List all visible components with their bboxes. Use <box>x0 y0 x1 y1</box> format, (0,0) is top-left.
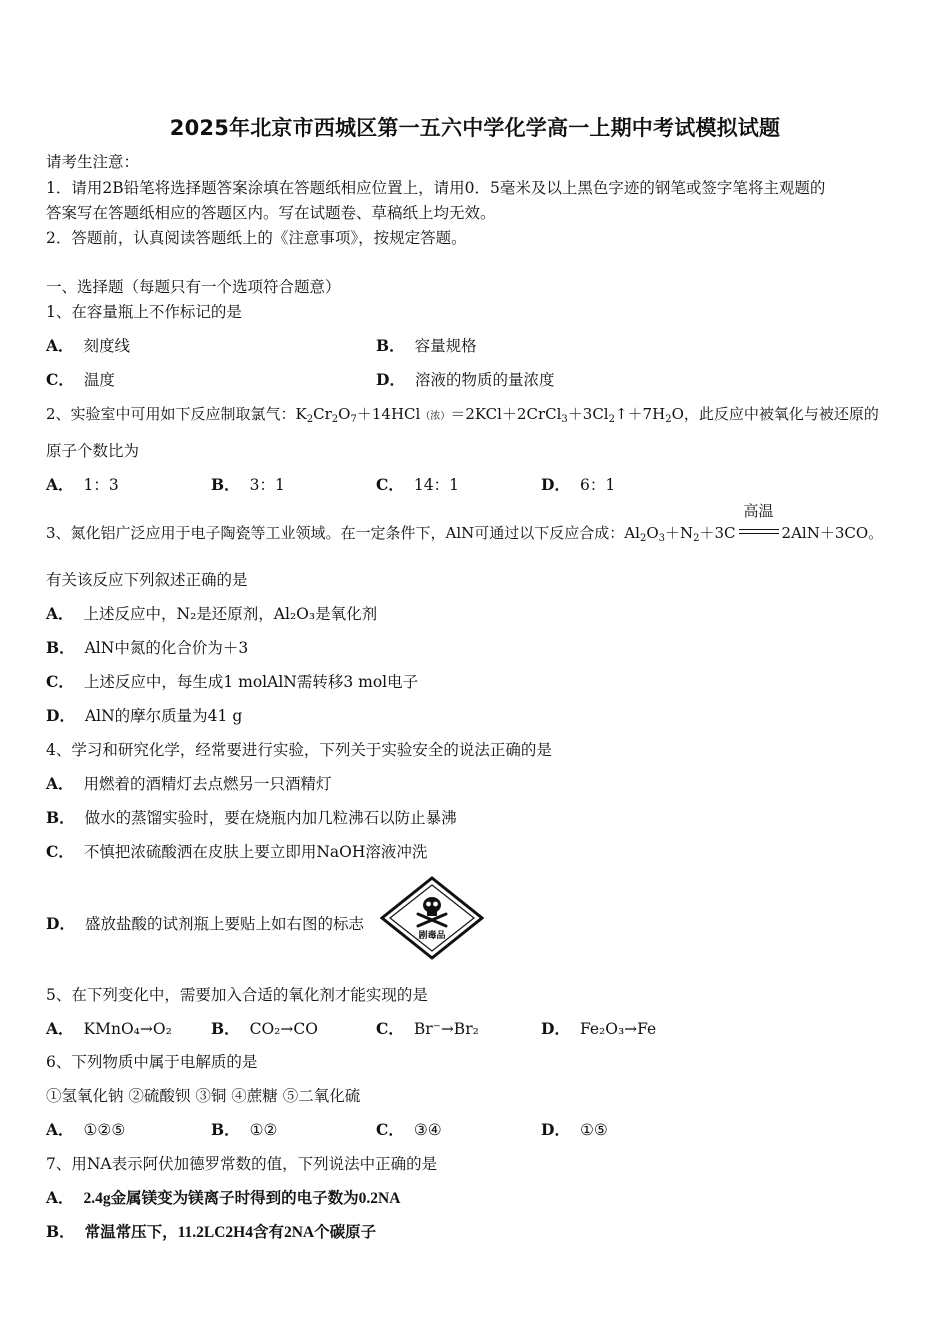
q3-option-d: D． AlN的摩尔质量为41 g <box>46 706 243 725</box>
question-3-stem: 3、氮化铝广泛应用于电子陶瓷等工业领域。在一定条件下，AlN可通过以下反应合成：$Al_2O_3+N_2+3C$ 高温 2AlN＋3CO。 <box>46 502 884 544</box>
q4-option-d: D． 盛放盐酸的试剂瓶上要贴上如右图的标志 <box>46 914 364 933</box>
notice-line-3: 2．答题前，认真阅读答题纸上的《注意事项》，按规定答题。 <box>46 229 467 247</box>
q2-option-a: A． 1：3 <box>46 475 119 494</box>
reaction-condition: 高温 <box>736 521 782 538</box>
q7-option-a: A． 2.4g金属镁变为镁离子时得到的电子数为0.2NA <box>46 1188 401 1207</box>
q2-option-b: B． 3：1 <box>211 475 285 494</box>
q4-option-b: B． 做水的蒸馏实验时，要在烧瓶内加几粒沸石以防止暴沸 <box>46 808 457 827</box>
q1-option-a: A． 刻度线 <box>46 336 131 355</box>
notice-line-2: 答案写在答题纸相应的答题区内。写在试题卷、草稿纸上均无效。 <box>46 204 496 222</box>
question-1-stem: 1、在容量瓶上不作标记的是 <box>46 303 242 321</box>
question-3-stem-line-2: 有关该反应下列叙述正确的是 <box>46 571 248 589</box>
q4-option-a: A． 用燃着的酒精灯去点燃另一只酒精灯 <box>46 774 332 793</box>
q6-option-b: B． ①② <box>211 1120 278 1139</box>
sign-label: 剧毒品 <box>418 931 446 941</box>
q2-option-c: C． 14：1 <box>376 475 459 494</box>
notice-line-1: 1．请用2B铅笔将选择题答案涂填在答题纸相应位置上，请用0．5毫米及以上黑色字迹的钢笔或签字笔将主观题的 <box>46 179 826 197</box>
q5-option-d: D． Fe₂O₃→Fe <box>541 1019 657 1038</box>
question-6-stem: 6、下列物质中属于电解质的是 <box>46 1053 258 1071</box>
q3-option-c: C． 上述反应中，每生成1 molAlN需转移3 mol电子 <box>46 672 419 691</box>
q5-option-b: B． CO₂→CO <box>211 1019 318 1038</box>
q6-option-a: A． ①②⑤ <box>46 1120 126 1139</box>
question-7-stem: 7、用NA表示阿伏加德罗常数的值，下列说法中正确的是 <box>46 1155 438 1173</box>
q7-option-b: B． 常温常压下，11.2LC2H4含有2NA个碳原子 <box>46 1222 377 1241</box>
q2-option-d: D． 6：1 <box>541 475 616 494</box>
section-heading: 一、选择题（每题只有一个选项符合题意） <box>46 278 341 296</box>
question-6-items: ①氢氧化钠 ②硫酸钡 ③铜 ④蔗糖 ⑤二氧化硫 <box>46 1087 361 1105</box>
page-title: 2025年北京市西城区第一五六中学化学高一上期中考试模拟试题 <box>169 116 781 140</box>
q1-option-d: D． 溶液的物质的量浓度 <box>376 370 555 389</box>
q6-option-d: D． ①⑤ <box>541 1120 608 1139</box>
question-5-stem: 5、在下列变化中，需要加入合适的氧化剂才能实现的是 <box>46 986 428 1004</box>
q5-option-a: A． KMnO₄→O₂ <box>46 1019 172 1038</box>
question-2-stem: 2、实验室中可用如下反应制取氯气：$K_2Cr_2O_7+14HCl$（浓）$=2KCl+2CrCl_3+3Cl_2↑+7H_2O$，此反应中被氧化与被还原的 <box>46 405 879 425</box>
notice-heading: 请考生注意： <box>46 153 140 171</box>
q3-option-a: A． 上述反应中，N₂是还原剂，Al₂O₃是氧化剂 <box>46 604 378 623</box>
q1-option-c: C． 温度 <box>46 370 115 389</box>
question-4-stem: 4、学习和研究化学，经常要进行实验，下列关于实验安全的说法正确的是 <box>46 741 552 759</box>
q3-option-b: B． AlN中氮的化合价为＋3 <box>46 638 249 657</box>
q1-option-b: B． 容量规格 <box>376 336 477 355</box>
q5-option-c: C． Br⁻→Br₂ <box>376 1019 479 1038</box>
question-2-stem-line-2: 原子个数比为 <box>46 442 140 460</box>
q4-option-c: C． 不慎把浓硫酸洒在皮肤上要立即用NaOH溶液冲洗 <box>46 842 428 861</box>
toxic-hazard-sign-icon <box>380 876 484 960</box>
q6-option-c: C． ③④ <box>376 1120 442 1139</box>
